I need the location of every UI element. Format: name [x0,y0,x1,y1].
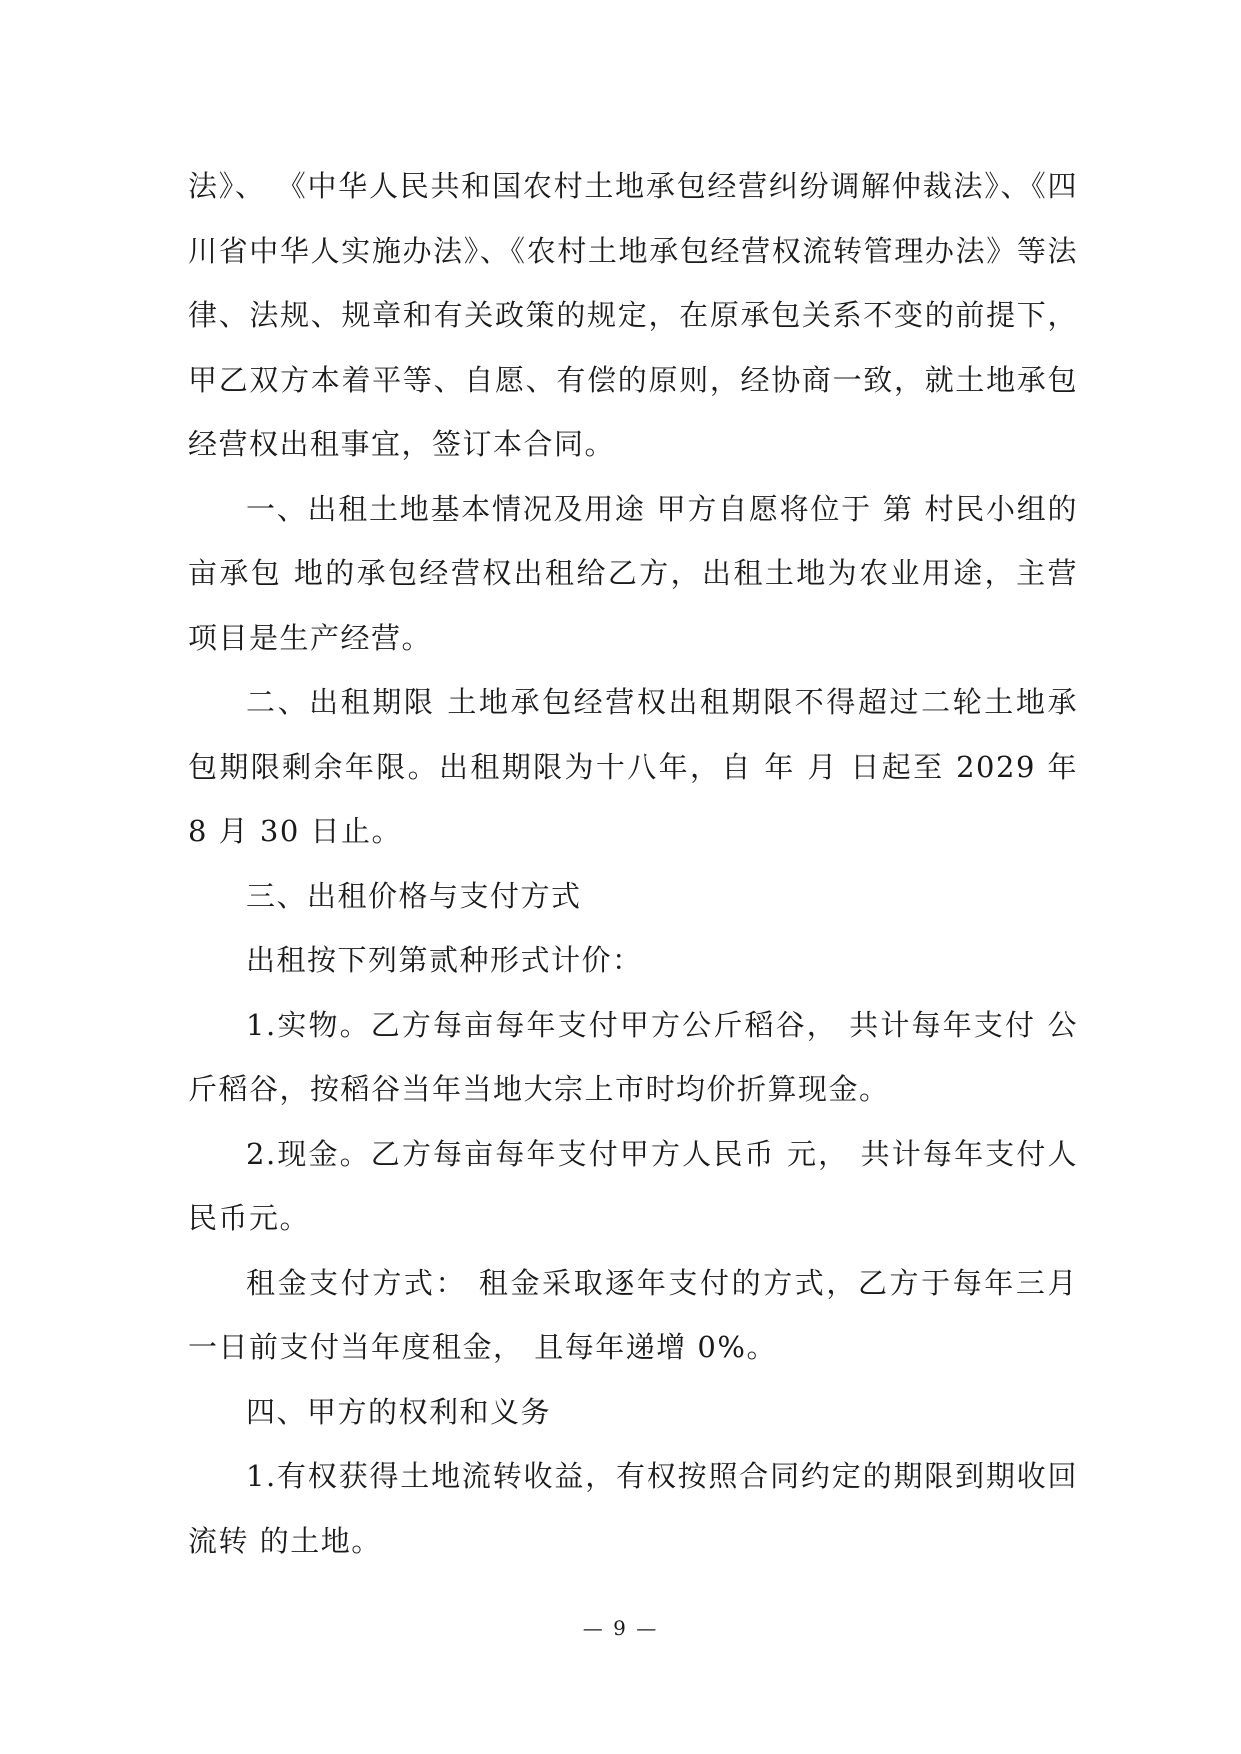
paragraph-6: 1.实物。乙方每亩每年支付甲方公斤稻谷， 共计每年支付 公斤稻谷，按稻谷当年当地大宗上市时均价折算现金。 [188,1007,1078,1106]
paragraph-3: 二、出租期限 土地承包经营权出租期限不得超过二轮土地承包期限剩余年限。出租期限为十八年，自 年 月 日起至 2029 年 8 月 30 日止。 [188,685,1078,848]
paragraph-1: 法》、 《中华人民共和国农村土地承包经营纠纷调解仲裁法》、《四川省中华人实施办法》、《农村土地承包经营权流转管理办法》等法律、法规、规章和有关政策的规定，在原承包关系不变的前提下，甲乙双方本着平等、自愿、有偿的原则，经协商一致，就土地承包 经营权出租事宜，签订本合同。 [188,169,1078,461]
paragraph-4: 三、出租价格与支付方式 [246,878,582,913]
paragraph-10: 1.有权获得土地流转收益，有权按照合同约定的期限到期收回流转 的土地。 [188,1459,1078,1558]
paragraph-7: 2.现金。乙方每亩每年支付甲方人民币 元， 共计每年支付人民币元。 [188,1136,1078,1235]
paragraph-8: 租金支付方式： 租金采取逐年支付的方式，乙方于每年三月一日前支付当年度租金， 且每年递增 0%。 [188,1265,1078,1364]
paragraph-2: 一、出租土地基本情况及用途 甲方自愿将位于 第 村民小组的 亩承包 地的承包经营权出租给乙方，出租土地为农业用途，主营项目是生产经营。 [188,491,1078,655]
document-body [188,154,1078,1573]
page-number: — 9 — [582,1616,659,1640]
paragraph-9: 四、甲方的权利和义务 [246,1394,552,1429]
paragraph-5: 出租按下列第贰种形式计价： [246,943,643,977]
